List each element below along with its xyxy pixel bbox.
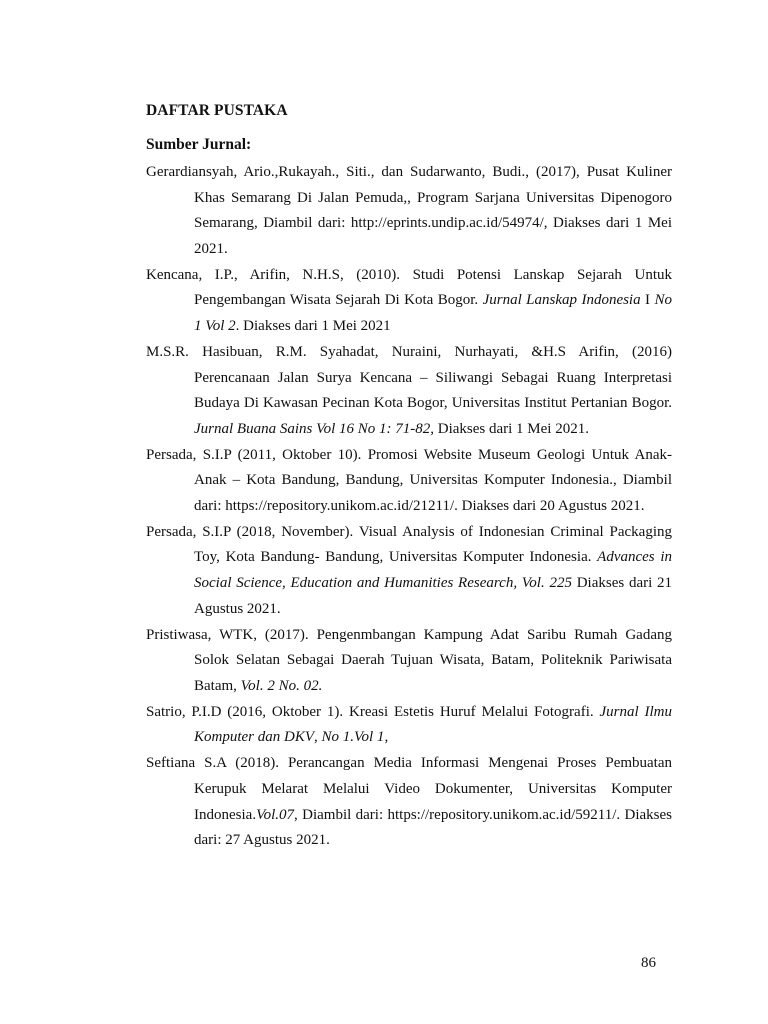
reference-entry [146,340,672,442]
reference-italic-text: No 1 Vol 2 [194,292,672,334]
reference-text: , [384,729,389,746]
reference-text: Persada, S.I.P (2011, Oktober 10). Promosi Website Museum Geologi Untuk Anak-Anak – Kota Bandung, Bandung, Universitas Komputer Indonesia., Diambil dari: https://repository.unikom.ac.id/21211/. Diakses dari 20 Agustus 2021. [146,446,672,514]
reference-entry [146,751,672,853]
reference-entry [146,443,672,520]
section-subheading: Sumber Jurnal: [146,136,252,153]
reference-text: , Diambil dari: https://repository.unikom.ac.id/59211/. Diakses dari: 27 Agustus 2021. [194,806,672,849]
reference-entry [146,520,672,622]
reference-italic-text: Vol.07 [256,806,294,823]
reference-italic-text: Jurnal Ilmu Komputer dan DKV [194,703,672,746]
reference-text: Diakses dari 21 Agustus 2021. [194,575,673,617]
reference-list [146,160,672,854]
reference-italic-text: Advances in Social Science, Education and Humanities Research, Vol. 225 [194,549,673,592]
reference-text: . Diakses dari 1 Mei 2021 [235,317,391,334]
reference-text: Satrio, P.I.D (2016, Oktober 1). Kreasi Estetis Huruf Melalui Fotografi. [146,703,600,720]
reference-text: Pristiwasa, WTK, (2017). Pengenmbangan Kampung Adat Saribu Rumah Gadang Solok Selatan Sebagai Daerah Tujuan Wisata, Batam, Politeknik Pariwisata Batam, [146,626,672,694]
reference-entry [146,623,672,700]
reference-entry [146,700,672,751]
page-heading: DAFTAR PUSTAKA [146,102,288,119]
reference-italic-text: Jurnal Lanskap Indonesia [482,292,641,309]
reference-entry [146,160,672,262]
reference-entry [146,263,672,340]
reference-text: Persada, S.I.P (2018, November). Visual Analysis of Indonesian Criminal Packaging Toy, Kota Bandung- Bandung, Universitas Komputer Indonesia. [146,523,672,566]
reference-text: Gerardiansyah, Ario.,Rukayah., Siti., dan Sudarwanto, Budi., (2017), Pusat Kuliner Khas Semarang Di Jalan Pemuda,, Program Sarjana Universitas Dipenogoro Semarang, Diambil dari: http://eprints.undip.ac.id/54974/, Diakses dari 1 Mei 2021. [146,164,672,257]
reference-text: I [640,292,655,309]
reference-text: M.S.R. Hasibuan, R.M. Syahadat, Nuraini, Nurhayati, &H.S Arifin, (2016) Perencanaan Jalan Surya Kencana – Siliwangi Sebagai Ruang Interpretasi Budaya Di Kawasan Pecinan Kota Bogor, Universitas Institut Pertanian Bogor. [146,343,672,412]
reference-italic-text: No 1.Vol 1 [321,729,385,746]
reference-italic-text: Vol. 2 No. 02. [240,677,323,694]
reference-text: Seftiana S.A (2018). Perancangan Media Informasi Mengenai Proses Pembuatan Kerupuk Melarat Melalui Video Dokumenter, Universitas Komputer Indonesia. [146,755,672,823]
reference-text: Kencana, I.P., Arifin, N.H.S, (2010). Studi Potensi Lanskap Sejarah Untuk Pengembangan Wisata Sejarah Di Kota Bogor. [146,266,672,309]
reference-text: Diakses dari 1 Mei 2021. [434,420,589,437]
page-number: 86 [641,955,656,971]
reference-text: , [314,729,322,746]
reference-italic-text: Jurnal Buana Sains Vol 16 No 1: 71-82, [194,420,434,437]
